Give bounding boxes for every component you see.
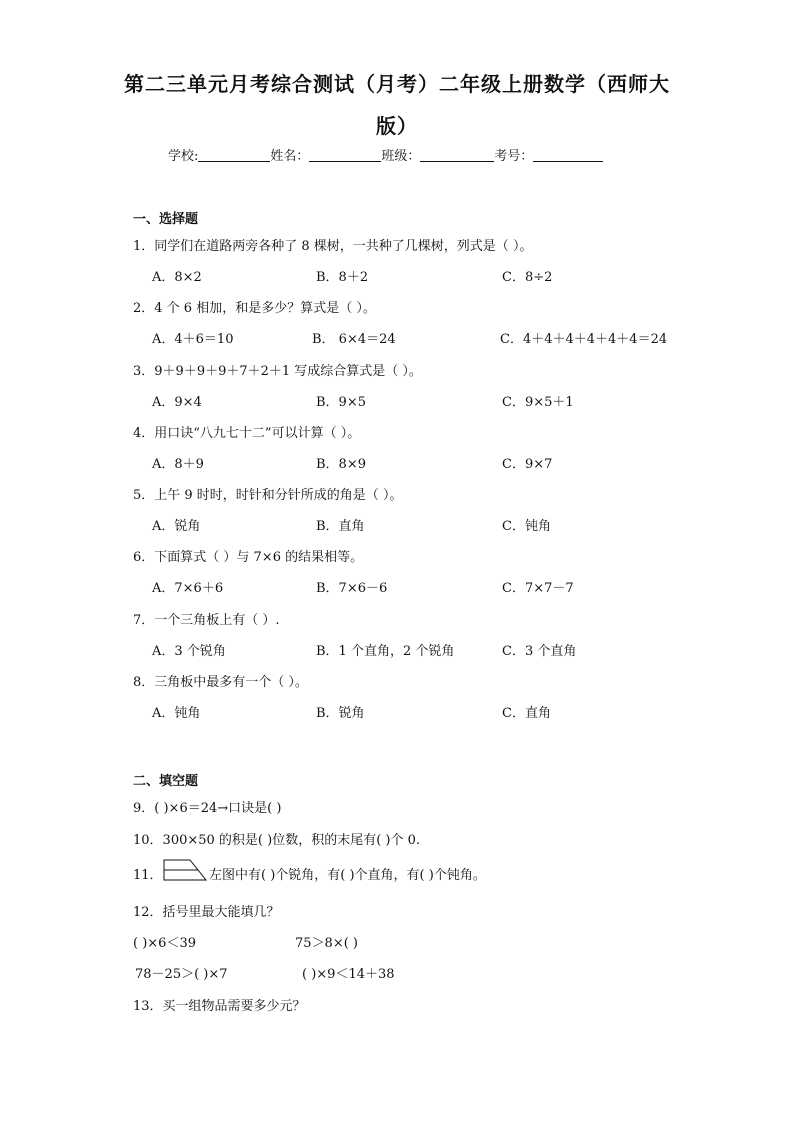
class-blank[interactable] [420,149,494,162]
q7-option-b: B．1 个直角，2 个锐角 [316,644,455,659]
question-2: 2．4 个 6 相加，和是多少？算式是（ ）。 [133,301,376,316]
exam-no-blank[interactable] [533,149,603,162]
q4-option-c: C．9×7 [502,457,553,472]
q1-option-b: B．8＋2 [316,270,369,285]
q3-option-a: A．9×4 [152,395,202,410]
trapezoid-figure [160,858,208,882]
q5-option-a: A．锐角 [152,519,201,534]
question-10: 10．300×50 的积是( )位数，积的末尾有( )个 0. [133,833,421,848]
question-11-number: 11． [133,868,163,883]
q5-option-b: B．直角 [316,519,365,534]
q1-option-a: A．8×2 [152,270,202,285]
q2-option-a: A．4＋6＝10 [152,332,234,347]
q12-item-3: 78－25＞( )×7 [135,967,228,982]
exam-no-label: 考号： [494,149,534,164]
page-title-line1: 第二三单元月考综合测试（月考）二年级上册数学（西师大 [124,72,670,96]
q4-option-a: A．8＋9 [152,457,204,472]
question-13: 13．买一组物品需要多少元？ [133,999,306,1014]
q2-option-c: C．4＋4＋4＋4＋4＋4＝24 [500,332,668,347]
question-5: 5．上午 9 时时，时针和分针所成的角是（ ）。 [133,488,403,503]
q4-option-b: B．8×9 [316,457,366,472]
q8-option-b: B．锐角 [316,706,365,721]
school-blank[interactable] [198,149,270,162]
question-9: 9．( )×6＝24→口诀是( ) [133,801,282,816]
q3-option-b: B．9×5 [316,395,366,410]
section-title-fill: 二、填空题 [133,774,199,789]
name-blank[interactable] [309,149,381,162]
q12-item-2: 75＞8×( ) [295,936,358,951]
class-label: 班级： [381,149,421,164]
question-7: 7．一个三角板上有（ ）. [133,613,280,628]
question-1: 1．同学们在道路两旁各种了 8 棵树，一共种了几棵树，列式是（ ）。 [133,239,533,254]
q12-item-1: ( )×6＜39 [133,936,196,951]
q5-option-c: C．钝角 [502,519,551,534]
q2-option-b: B． 6×4＝24 [312,332,396,347]
question-11-text: 左图中有( )个锐角，有( )个直角，有( )个钝角。 [209,868,486,883]
q12-item-4: ( )×9＜14＋38 [302,967,395,982]
q3-option-c: C．9×5＋1 [502,395,574,410]
question-6: 6．下面算式（ ）与 7×6 的结果相等。 [133,550,364,565]
q7-option-a: A．3 个锐角 [152,644,226,659]
q6-option-a: A．7×6＋6 [152,581,224,596]
student-info-line [168,145,603,164]
school-label: 学校: [168,149,199,164]
q6-option-c: C．7×7－7 [502,581,574,596]
question-4: 4．用口诀“八九七十二”可以计算（ ）。 [133,426,361,441]
question-8: 8．三角板中最多有一个（ ）。 [133,675,308,690]
page-title-line2: 版） [376,114,418,138]
q6-option-b: B．7×6－6 [316,581,388,596]
q8-option-a: A．钝角 [152,706,201,721]
name-label: 姓名： [270,149,310,164]
question-3: 3．9＋9＋9＋9＋7＋2＋1 写成综合算式是（ ）。 [133,364,422,379]
q8-option-c: C．直角 [502,706,551,721]
q1-option-c: C．8÷2 [502,270,553,285]
question-12: 12．括号里最大能填几？ [133,905,280,920]
section-title-choice: 一、选择题 [133,212,199,227]
q7-option-c: C．3 个直角 [502,644,577,659]
